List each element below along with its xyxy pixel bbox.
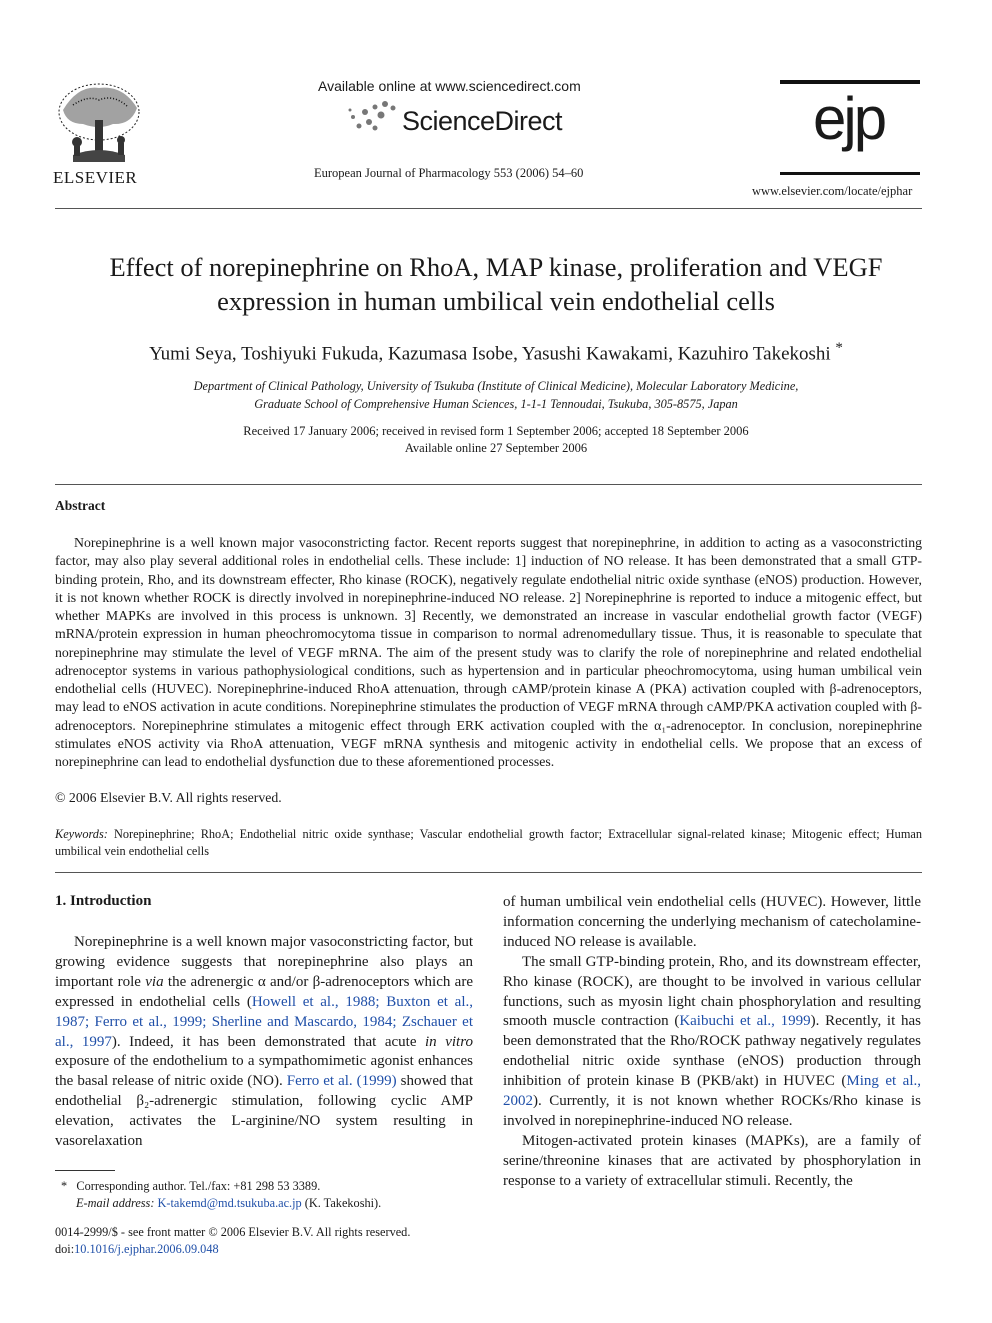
journal-citation: European Journal of Pharmacology 553 (2006) 54–60 [314,166,584,180]
citation-link-howell[interactable]: Howell et al., 1988; Buxton et al., 1987; Ferro et al., 1999; Sherline and Mascardo, 1984; Zschauer et al., 1997 [55,993,473,1050]
intro-paragraph-1: Norepinephrine is a well known major vasoconstricting factor, but growing evidence suggests that norepinephrine also plays an important role via the adrenergic α and/or β-adrenoceptors which are expressed in endothelial cells (Howell et al., 1988; Buxton et al., 1987; Ferro et al., 1999; Sherline and Mascardo, 1984; Zschauer et al., 1997). Indeed, it has been demonstrated that acute in vitro exposure of the endothelium to a sympathomimetic agonist enhances the basal release of nitric oxide (NO). Ferro et al. (1999) showed that endothelial β₂-adrenergic stimulation, following cyclic AMP elevation, activates the L-arginine/NO system resulting in vasorelaxation [55,934,473,1150]
ejp-bottom-rule [780,172,920,175]
corresponding-author-mark[interactable]: * [835,340,843,356]
keywords-label: Keywords: [55,827,108,841]
right-paragraph-2: The small GTP-binding protein, Rho, and its downstream effecter, Rho kinase (ROCK), are thought to be involved in various cellular functions, such as myosin light chain phosphorylation and resulting smooth muscle contraction (Kaibuchi et al., 1999). Recently, it has been demonstrated that the Rho/ROCK pathway negatively regulates endothelial nitric oxide synthase (eNOS) production through inhibition of protein kinase B (PKB/akt) in HUVEC (Ming et al., 2002). Currently, it is not known whether ROCKs/Rho kinase is involved in norepinephrine-induced NO release. [503,953,922,1129]
title-line-2: expression in human umbilical vein endothelial cells [217,286,775,316]
right-column [503,893,921,1192]
citation-link-kaibuchi[interactable]: Kaibuchi et al., 1999 [679,1013,811,1030]
article-dates [40,423,952,457]
doi-link[interactable]: 10.1016/j.ejphar.2006.09.048 [74,1242,219,1256]
right-paragraph-3: Mitogen-activated protein kinases (MAPKs), are a family of serine/threonine kinases that are activated by phosphorylation in response to a variety of extracellular stimuli. Recently, the [503,1132,921,1189]
received-dates: Received 17 January 2006; received in revised form 1 September 2006; accepted 18 September 2006 [243,424,749,438]
abstract-copyright: © 2006 Elsevier B.V. All rights reserved. [55,790,282,805]
footnote-mark: * [61,1179,68,1193]
journal-url[interactable]: www.elsevier.com/locate/ejphar [752,184,913,198]
ejp-logo [780,80,920,175]
authors-text: Yumi Seya, Toshiyuki Fukuda, Kazumasa Isobe, Yasushi Kawakami, Kazuhiro Takekoshi [149,343,831,365]
article-title [40,250,952,318]
footnote-rule [55,1170,115,1171]
left-column [55,933,473,1152]
citation-link-ming[interactable]: Ming et al., 2002 [503,1073,922,1110]
elsevier-logo [53,80,145,185]
right-paragraph-1: of human umbilical vein endothelial cells (HUVEC). However, little information concerning the underlying mechanism of catecholamine-induced NO release is available. [503,894,921,950]
keywords [55,826,922,860]
header-rule [55,208,922,209]
author-list [40,340,952,365]
email-label: E-mail address: [76,1196,155,1210]
publisher-name: ELSEVIER [53,168,138,187]
issn-line: 0014-2999/$ - see front matter © 2006 Elsevier B.V. All rights reserved. [55,1225,411,1239]
affiliation [40,377,952,413]
affiliation-line-2: Graduate School of Comprehensive Human Sciences, 1-1-1 Tennoudai, Tsukuba, 305-8575, Japan [254,397,738,411]
email-link[interactable]: K-takemd@md.tsukuba.ac.jp [157,1196,302,1210]
elsevier-tree-icon [53,80,145,165]
title-line-1: Effect of norepinephrine on RhoA, MAP kinase, proliferation and VEGF [109,252,883,282]
sciencedirect-dots-icon [345,98,400,138]
sciencedirect-logo [345,98,585,143]
keywords-bottom-rule [55,872,922,873]
section-heading-introduction: 1. Introduction [55,893,152,909]
available-date: Available online 27 September 2006 [404,441,588,455]
abstract-top-rule [55,484,922,485]
ejp-wordmark: ejp [813,85,885,152]
abstract-body [55,534,922,771]
keywords-text: Norepinephrine; RhoA; Endothelial nitric oxide synthase; Vascular endothelial growth factor; Extracellular signal-related kinase; Mitogenic effect; Human umbilical vein endothelial cells [55,827,922,858]
corresponding-author-note: * Corresponding author. Tel./fax: +81 298 53 3389. [61,1179,321,1193]
sciencedirect-wordmark: ScienceDirect [402,106,563,136]
affiliation-line-1: Department of Clinical Pathology, University of Tsukuba (Institute of Clinical Medicine), Molecular Laboratory Medicine, [193,379,799,393]
abstract-text: Norepinephrine is a well known major vasoconstricting factor. Recent reports suggest that norepinephrine, in addition to acting as a vasoconstricting factor, may also play several additional roles in endothelial cells. These include: 1] induction of NO release. It has been demonstrated that a small GTP-binding protein, Rho, and its downstream effecter, Rho kinase (ROCK), negatively regulate endothelial nitric oxide synthase (eNOS) production. However, it is not known whether ROCK is directly involved in norepinephrine-induced NO release. 2] Norepinephrine is reported to induce a mitogenic effect, but whether MAPKs are involved in this process is unknown. 3] Recently, we demonstrated an increase in vascular endothelial growth factor (VEGF) mRNA/protein expression in human pheochromocytoma tissue in comparison to normal adrenomedullary tissue. Thus, it is reasonable to speculate that norepinephrine may stimulate the level of VEGF mRNA. The aim of the present study was to clarify the role of norepinephrine and related endothelial adrenoceptor systems in various pathophysiological conditions, such as hypertension and in particular pheochromocytoma, using human umbilical vein endothelial cells (HUVEC). Norepinephrine-induced RhoA attenuation, through cAMP/protein kinase A (PKA) activation coupled with β-adrenoceptors, may lead to eNOS activation in acute conditions. Norepinephrine stimulates the production of VEGF mRNA through cAMP/PKA activation coupled with β-adrenoceptors. Norepinephrine stimulates a mitogenic effect through ERK activation coupled with the α₁-adrenoceptor. In conclusion, norepinephrine stimulates eNOS activity via RhoA attenuation, VEGF mRNA synthesis and mitogenic activity in endothelial cells. We propose that an excess of norepinephrine can lead to endothelial dysfunction due to these aforementioned processes. [55,535,922,769]
abstract-heading: Abstract [55,498,106,513]
doi-line: doi:10.1016/j.ejphar.2006.09.048 [55,1242,219,1256]
available-online: Available online at www.sciencedirect.com [318,78,581,94]
citation-link-ferro[interactable]: Ferro et al. (1999) [286,1073,397,1090]
email-note: E-mail address: K-takemd@md.tsukuba.ac.jp (K. Takekoshi). [76,1196,382,1210]
